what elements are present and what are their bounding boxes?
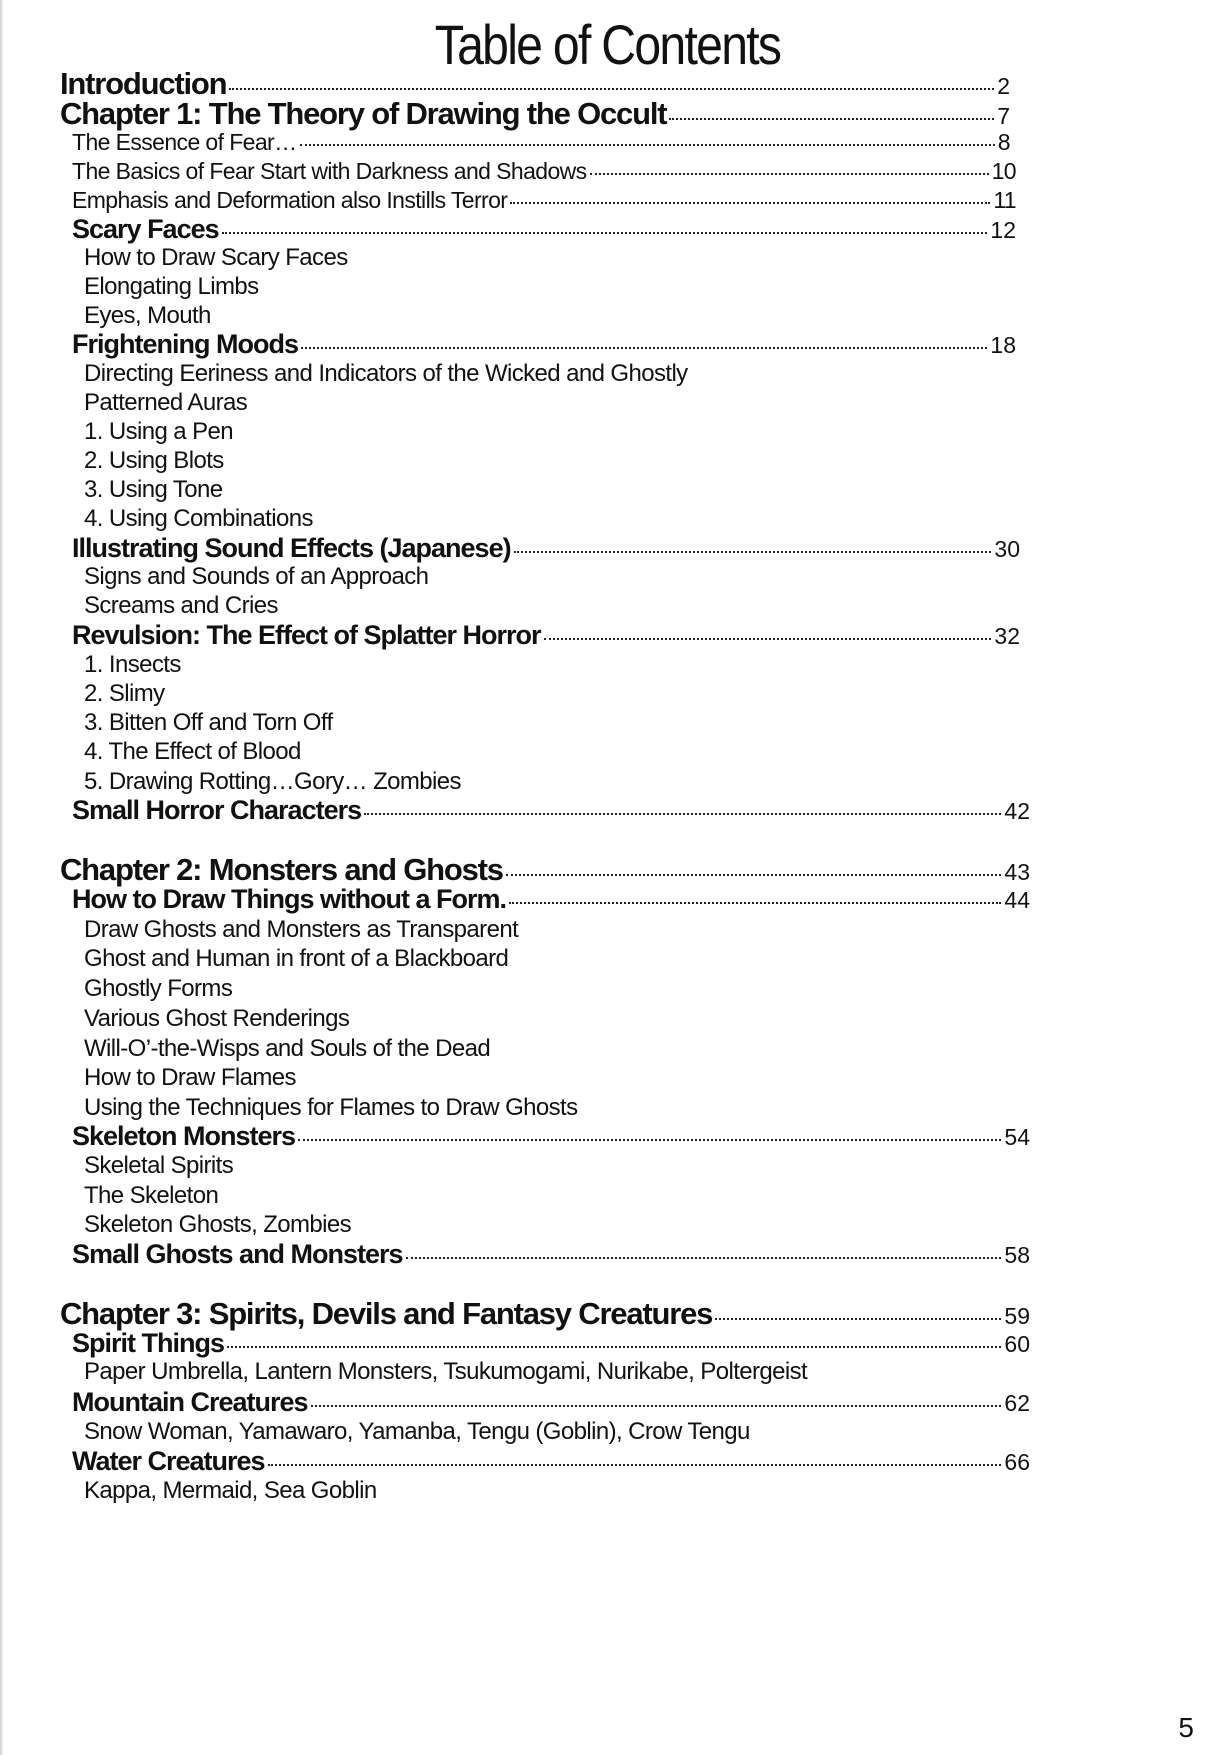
- dot-leader: [669, 118, 994, 120]
- toc-entry-page: 59: [1004, 1303, 1030, 1329]
- toc-entry-23: 3. Bitten Off and Torn Off: [84, 709, 333, 736]
- toc-entry-38: The Skeleton: [84, 1182, 219, 1209]
- toc-entry-title: Scary Faces: [72, 214, 219, 244]
- toc-entry-44[interactable]: [72, 1387, 1030, 1418]
- toc-entry-title: Water Creatures: [72, 1446, 265, 1476]
- toc-entry-title: Emphasis and Deformation also Instills Terror: [72, 187, 508, 213]
- toc-entry-page: 43: [1004, 859, 1030, 885]
- dot-leader: [514, 551, 992, 553]
- dot-leader: [364, 813, 1001, 815]
- toc-entry-12: Patterned Auras: [84, 389, 248, 416]
- toc-entry-46[interactable]: [72, 1446, 1030, 1477]
- toc-entry-title: Chapter 3: Spirits, Devils and Fantasy Creatures: [60, 1296, 713, 1331]
- toc-entry-28[interactable]: [72, 884, 1030, 915]
- toc-entry-2[interactable]: [60, 96, 1010, 132]
- toc-entry-22: 2. Slimy: [84, 680, 165, 707]
- toc-entry-title: Introduction: [60, 66, 227, 101]
- toc-entry-15: 3. Using Tone: [84, 476, 223, 503]
- dot-leader: [227, 1346, 1001, 1348]
- toc-entry-page: 8: [997, 129, 1010, 155]
- toc-entry-31: Ghostly Forms: [84, 975, 233, 1002]
- toc-entry-3[interactable]: [72, 129, 1010, 156]
- toc-entry-43: Paper Umbrella, Lantern Monsters, Tsukumogami, Nurikabe, Poltergeist: [84, 1358, 808, 1385]
- toc-entry-16: 4. Using Combinations: [84, 505, 313, 532]
- toc-entry-page: 18: [990, 332, 1016, 358]
- toc-entry-title: Spirit Things: [72, 1328, 224, 1358]
- toc-entry-page: 32: [994, 623, 1020, 649]
- toc-entry-47: Kappa, Mermaid, Sea Goblin: [84, 1477, 377, 1504]
- dot-leader: [715, 1318, 1001, 1320]
- dot-leader: [509, 902, 1001, 904]
- toc-entry-page: 54: [1004, 1124, 1030, 1150]
- dot-leader: [300, 144, 995, 146]
- toc-entry-45: Snow Woman, Yamawaro, Yamanba, Tengu (Goblin), Crow Tengu: [84, 1418, 750, 1445]
- toc-entry-title: Mountain Creatures: [72, 1387, 308, 1417]
- toc-entry-34: How to Draw Flames: [84, 1064, 296, 1091]
- scan-edge: [0, 0, 3, 1755]
- toc-entry-6[interactable]: [72, 214, 1016, 245]
- dot-leader: [222, 232, 988, 234]
- toc-entry-7: How to Draw Scary Faces: [84, 244, 348, 271]
- toc-entry-page: 11: [993, 187, 1016, 213]
- dot-leader: [268, 1464, 1002, 1466]
- toc-entry-title: Illustrating Sound Effects (Japanese): [72, 533, 511, 563]
- toc-entry-36[interactable]: [72, 1121, 1030, 1152]
- toc-entry-26[interactable]: [72, 795, 1030, 826]
- toc-entry-20[interactable]: [72, 620, 1020, 651]
- page-title: Table of Contents: [434, 13, 781, 76]
- toc-entry-40[interactable]: [72, 1239, 1030, 1270]
- page-number: 5: [1178, 1712, 1194, 1743]
- toc-entry-25: 5. Drawing Rotting…Gory… Zombies: [84, 768, 461, 795]
- toc-entry-title: Frightening Moods: [72, 329, 298, 359]
- toc-entry-page: 10: [991, 158, 1016, 184]
- toc-entry-29: Draw Ghosts and Monsters as Transparent: [84, 916, 519, 943]
- toc-entry-18: Signs and Sounds of an Approach: [84, 563, 429, 590]
- toc-entry-19: Screams and Cries: [84, 592, 278, 619]
- toc-entry-42[interactable]: [72, 1328, 1030, 1359]
- dot-leader: [301, 347, 987, 349]
- toc-entry-page: 60: [1004, 1331, 1030, 1357]
- toc-entry-title: Chapter 1: The Theory of Drawing the Occult: [60, 96, 667, 131]
- dot-leader: [506, 874, 1002, 876]
- toc-entry-9: Eyes, Mouth: [84, 302, 211, 329]
- toc-entry-title: Revulsion: The Effect of Splatter Horror: [72, 620, 541, 650]
- toc-entry-24: 4. The Effect of Blood: [84, 738, 301, 765]
- toc-entry-30: Ghost and Human in front of a Blackboard: [84, 945, 509, 972]
- toc-entry-title: Small Horror Characters: [72, 795, 362, 825]
- dot-leader: [590, 173, 989, 175]
- toc-entry-page: 44: [1004, 887, 1030, 913]
- toc-entry-17[interactable]: [72, 533, 1020, 564]
- toc-entry-21: 1. Insects: [84, 651, 181, 678]
- toc-entry-title: The Essence of Fear…: [72, 129, 297, 155]
- toc-entry-4[interactable]: [72, 158, 1016, 185]
- dot-leader: [406, 1257, 1002, 1259]
- toc-entry-14: 2. Using Blots: [84, 447, 224, 474]
- toc-entry-13: 1. Using a Pen: [84, 418, 234, 445]
- toc-entry-33: Will-O’-the-Wisps and Souls of the Dead: [84, 1035, 491, 1062]
- dot-leader: [311, 1405, 1002, 1407]
- toc-entry-title: Skeleton Monsters: [72, 1121, 296, 1151]
- toc-entry-page: 7: [997, 103, 1010, 129]
- toc-entry-27[interactable]: [60, 852, 1030, 888]
- toc-entry-page: 42: [1004, 798, 1030, 824]
- toc-entry-page: 66: [1004, 1449, 1030, 1475]
- toc-entry-37: Skeletal Spirits: [84, 1152, 234, 1179]
- toc-entry-10[interactable]: [72, 329, 1016, 360]
- toc-entry-title: The Basics of Fear Start with Darkness and Shadows: [72, 158, 587, 184]
- toc-entry-title: How to Draw Things without a Form.: [72, 884, 506, 914]
- toc-entry-title: Small Ghosts and Monsters: [72, 1239, 403, 1269]
- toc-entry-page: 58: [1004, 1242, 1030, 1268]
- toc-entry-8: Elongating Limbs: [84, 273, 259, 300]
- toc-entry-page: 12: [990, 217, 1016, 243]
- toc-entry-32: Various Ghost Renderings: [84, 1005, 350, 1032]
- dot-leader: [510, 202, 990, 204]
- toc-entry-39: Skeleton Ghosts, Zombies: [84, 1211, 352, 1238]
- dot-leader: [229, 88, 994, 90]
- toc-entry-35: Using the Techniques for Flames to Draw Ghosts: [84, 1094, 578, 1121]
- toc-entry-page: 2: [997, 73, 1010, 99]
- dot-leader: [544, 638, 992, 640]
- toc-entry-5[interactable]: [72, 187, 1016, 214]
- toc-entry-page: 62: [1004, 1390, 1030, 1416]
- dot-leader: [298, 1139, 1001, 1141]
- toc-entry-11: Directing Eeriness and Indicators of the Wicked and Ghostly: [84, 360, 688, 387]
- toc-entry-page: 30: [994, 536, 1020, 562]
- toc-entry-title: Chapter 2: Monsters and Ghosts: [60, 852, 503, 887]
- toc-entry-41[interactable]: [60, 1296, 1030, 1332]
